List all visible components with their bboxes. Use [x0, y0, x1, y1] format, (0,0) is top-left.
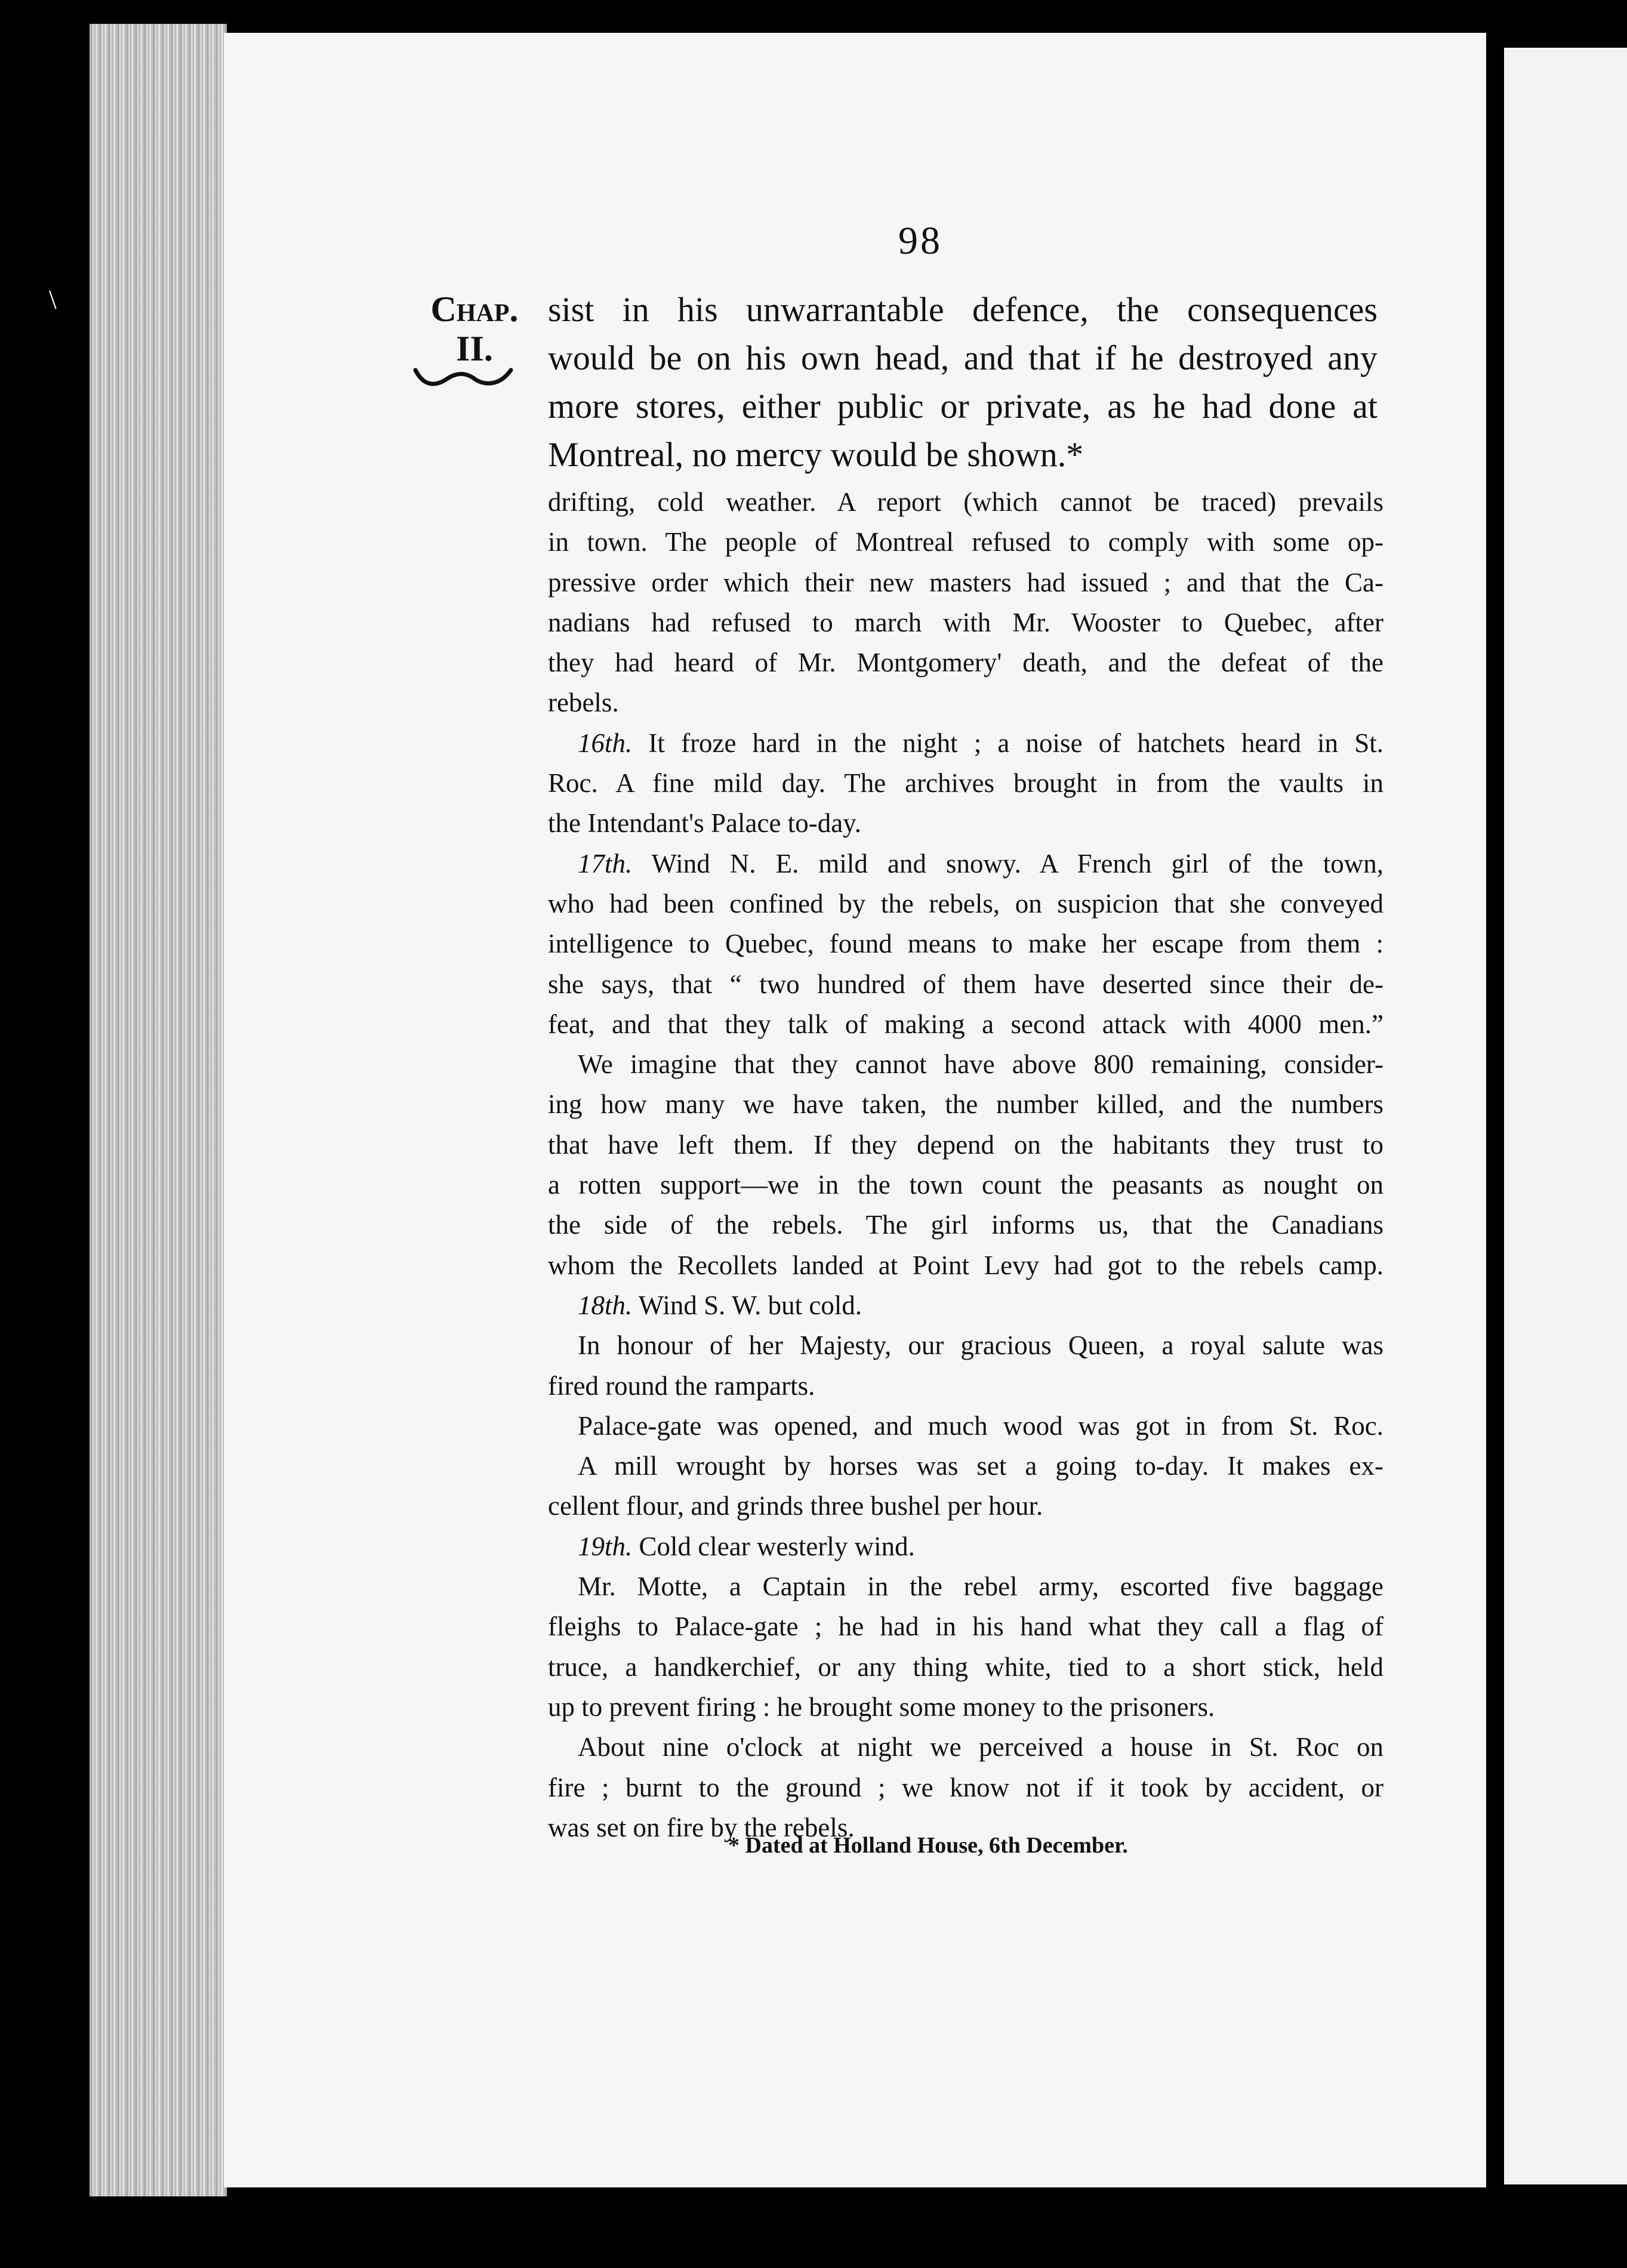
facing-page-edge [1504, 48, 1627, 2184]
text-line: a rotten support—we in the town count the peasants as nought on [548, 1170, 1383, 1200]
text-line: she says, that “ two hundred of them have deserted since their de- [548, 969, 1383, 999]
footnote: * Dated at Holland House, 6th December. [728, 1833, 1128, 1858]
text-line: intelligence to Quebec, found means to make her escape from them : [548, 929, 1383, 959]
text-line: pressive order which their new masters had issued ; and that the Ca- [548, 567, 1383, 597]
journal-text [548, 482, 1383, 1848]
text-line: Mr. Motte, a Captain in the rebel army, escorted five baggage [578, 1571, 1383, 1602]
text-line: In honour of her Majesty, our gracious Queen, a royal salute was [578, 1330, 1383, 1361]
text-line: feat, and that they talk of making a second attack with 4000 men.” [548, 1009, 1383, 1039]
ornament-icon [412, 363, 514, 393]
chapter-number: II. [456, 329, 493, 368]
text-line: A mill wrought by horses was set a going to-day. It makes ex- [578, 1451, 1383, 1481]
text-line: that have left them. If they depend on the habitants they trust to [548, 1129, 1383, 1160]
book-page-edges [90, 24, 227, 2196]
lead-paragraph [548, 285, 1378, 479]
text-line: cellent flour, and grinds three bushel per hour. [548, 1491, 1043, 1521]
entry-date: 16th. [578, 728, 633, 758]
chapter-label: Chap. [430, 289, 519, 329]
text-line: truce, a handkerchief, or any thing white, tied to a short stick, held [548, 1651, 1383, 1682]
text-line: ing how many we have taken, the number killed, and the numbers [548, 1089, 1383, 1120]
lead-line: Montreal, no mercy would be shown.* [548, 435, 1084, 474]
entry-date: 18th. [578, 1290, 633, 1320]
text-line: About nine o'clock at night we perceived a house in St. Roc on [578, 1732, 1383, 1762]
text-line: up to prevent firing : he brought some money to the prisoners. [548, 1691, 1215, 1722]
page-number: 98 [898, 219, 942, 263]
text-line: We imagine that they cannot have above 800 remaining, consider- [578, 1049, 1383, 1080]
entry-text: It froze hard in the night ; a noise of hatchets heard in St. [632, 728, 1383, 758]
text-line: rebels. [548, 688, 619, 718]
entry-text: Wind S. W. but cold. [632, 1290, 862, 1320]
entry-text: Cold clear westerly wind. [632, 1531, 915, 1561]
text-line: in town. The people of Montreal refused to comply with some op- [548, 527, 1383, 557]
journal-entry [548, 844, 1383, 884]
text-line: they had heard of Mr. Montgomery' death, and the defeat of the [548, 648, 1383, 678]
chapter-heading [412, 289, 537, 368]
text-line: the side of the rebels. The girl informs us, that the Canadians [548, 1210, 1383, 1240]
text-line: the Intendant's Palace to-day. [548, 808, 861, 839]
lead-line: sist in his unwarrantable defence, the consequences [548, 290, 1378, 329]
journal-entry [548, 723, 1383, 763]
text-line: drifting, cold weather. A report (which cannot be traced) prevails [548, 487, 1383, 517]
text-line: whom the Recollets landed at Point Levy had got to the rebels camp. [548, 1250, 1383, 1280]
lead-line: would be on his own head, and that if he destroyed any [548, 338, 1378, 377]
text-line: fire ; burnt to the ground ; we know not if it took by accident, or [548, 1772, 1383, 1802]
journal-entry [548, 1286, 1383, 1326]
text-line: was set on fire by the rebels. [548, 1812, 855, 1842]
text-line: fleighs to Palace-gate ; he had in his hand what they call a flag of [548, 1611, 1383, 1642]
lead-line: more stores, either public or private, as he had done at [548, 387, 1378, 426]
text-line: nadians had refused to march with Mr. Wooster to Quebec, after [548, 607, 1383, 637]
journal-entry [548, 1527, 1383, 1567]
text-line: Roc. A fine mild day. The archives brought in from the vaults in [548, 768, 1383, 799]
entry-date: 19th. [578, 1531, 633, 1561]
text-line: who had been confined by the rebels, on suspicion that she conveyed [548, 888, 1383, 919]
margin-mark: \ [49, 284, 57, 315]
entry-text: Wind N. E. mild and snowy. A French girl of the town, [632, 848, 1383, 879]
text-line: fired round the ramparts. [548, 1370, 815, 1401]
entry-date: 17th. [578, 848, 633, 879]
text-line: Palace-gate was opened, and much wood was got in from St. Roc. [578, 1410, 1383, 1441]
